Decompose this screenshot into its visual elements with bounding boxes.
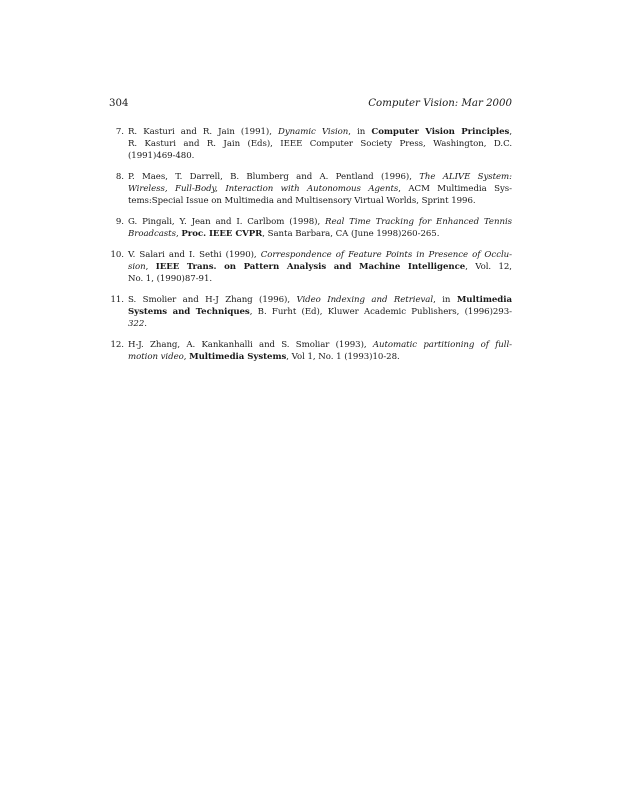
reference-text: R. Kasturi and R. Jain (Eds), IEEE Computer Society Press, Washington, D.C. [128, 139, 512, 149]
reference-text: V. Salari and I. Sethi (1990), [128, 250, 261, 260]
reference-text: Broadcasts [128, 229, 176, 239]
running-title: Computer Vision: Mar 2000 [368, 98, 512, 109]
reference-line [128, 228, 512, 240]
reference-item [109, 339, 512, 363]
reference-line [128, 339, 512, 351]
reference-text: sion [128, 262, 146, 272]
reference-line [128, 261, 512, 273]
reference-line [128, 150, 512, 162]
reference-text: Automatic partitioning of full- [372, 340, 512, 350]
reference-line [128, 318, 512, 330]
reference-item [109, 249, 512, 285]
reference-text: No. 1, (1990)87-91. [128, 274, 213, 284]
reference-text: R. Kasturi and R. Jain (1991), [128, 127, 279, 137]
reference-line [128, 351, 512, 363]
reference-text: 322. [128, 319, 147, 329]
reference-line [128, 171, 512, 183]
reference-list [109, 126, 512, 372]
reference-line [128, 126, 512, 138]
reference-text: Proc. IEEE CVPR [181, 229, 263, 239]
reference-line [128, 294, 512, 306]
reference-text: , [175, 229, 182, 239]
reference-text: , ACM Multimedia Sys- [398, 184, 512, 194]
reference-item [109, 171, 512, 207]
reference-item [109, 126, 512, 162]
reference-text: S. Smolier and H-J Zhang (1996), [128, 295, 297, 305]
reference-text: G. Pingali, Y. Jean and I. Carlbom (1998), [128, 217, 326, 227]
reference-number: 11. [110, 295, 124, 305]
reference-text: Correspondence of Feature Points in Presence of Occlu- [260, 250, 512, 260]
reference-text: tems:Special Issue on Multimedia and Multisensory Virtual Worlds, Sprint 1996. [128, 196, 476, 206]
reference-number: 12. [110, 340, 124, 350]
reference-number: 10. [110, 250, 124, 260]
reference-text: H-J. Zhang, A. Kankanhalli and S. Smoliar (1993), [128, 340, 373, 350]
reference-text: , [145, 262, 156, 272]
reference-number: 9. [115, 217, 124, 227]
reference-text: , B. Furht (Ed), Kluwer Academic Publishers, (1996)293- [249, 307, 512, 317]
reference-text: , [509, 127, 512, 137]
reference-text: Systems and Techniques [128, 307, 250, 317]
reference-text: , Santa Barbara, CA (June 1998)260-265. [262, 229, 440, 239]
reference-line [128, 183, 512, 195]
reference-text: , [183, 352, 190, 362]
reference-text: , in [348, 127, 372, 137]
reference-text: (1991)469-480. [128, 151, 195, 161]
reference-line [128, 306, 512, 318]
reference-text: Dynamic Vision [278, 127, 349, 137]
reference-text: Wireless, Full-Body, Interaction with Autonomous Agents [128, 184, 399, 194]
reference-item [109, 294, 512, 330]
reference-line [128, 273, 512, 285]
page-number: 304 [109, 98, 129, 109]
reference-text: Real Time Tracking for Enhanced Tennis [325, 217, 512, 227]
reference-text: motion video [128, 352, 184, 362]
reference-text: , Vol 1, No. 1 (1993)10-28. [286, 352, 400, 362]
reference-text: , Vol. 12, [465, 262, 512, 272]
reference-text: IEEE Trans. on Pattern Analysis and Machine Intelligence [155, 262, 466, 272]
page-header [109, 98, 512, 112]
reference-number: 8. [115, 172, 124, 182]
reference-item [109, 216, 512, 240]
reference-text: Multimedia Systems [189, 352, 287, 362]
reference-line [128, 249, 512, 261]
reference-text: Video Indexing and Retrieval [296, 295, 434, 305]
reference-line [128, 216, 512, 228]
reference-line [128, 138, 512, 150]
reference-text: Computer Vision Principles [371, 127, 510, 137]
reference-text: Multimedia [456, 295, 512, 305]
reference-line [128, 195, 512, 207]
reference-text: The ALIVE System: [419, 172, 512, 182]
reference-text: , in [433, 295, 457, 305]
reference-number: 7. [115, 127, 124, 137]
reference-text: P. Maes, T. Darrell, B. Blumberg and A. Pentland (1996), [128, 172, 420, 182]
